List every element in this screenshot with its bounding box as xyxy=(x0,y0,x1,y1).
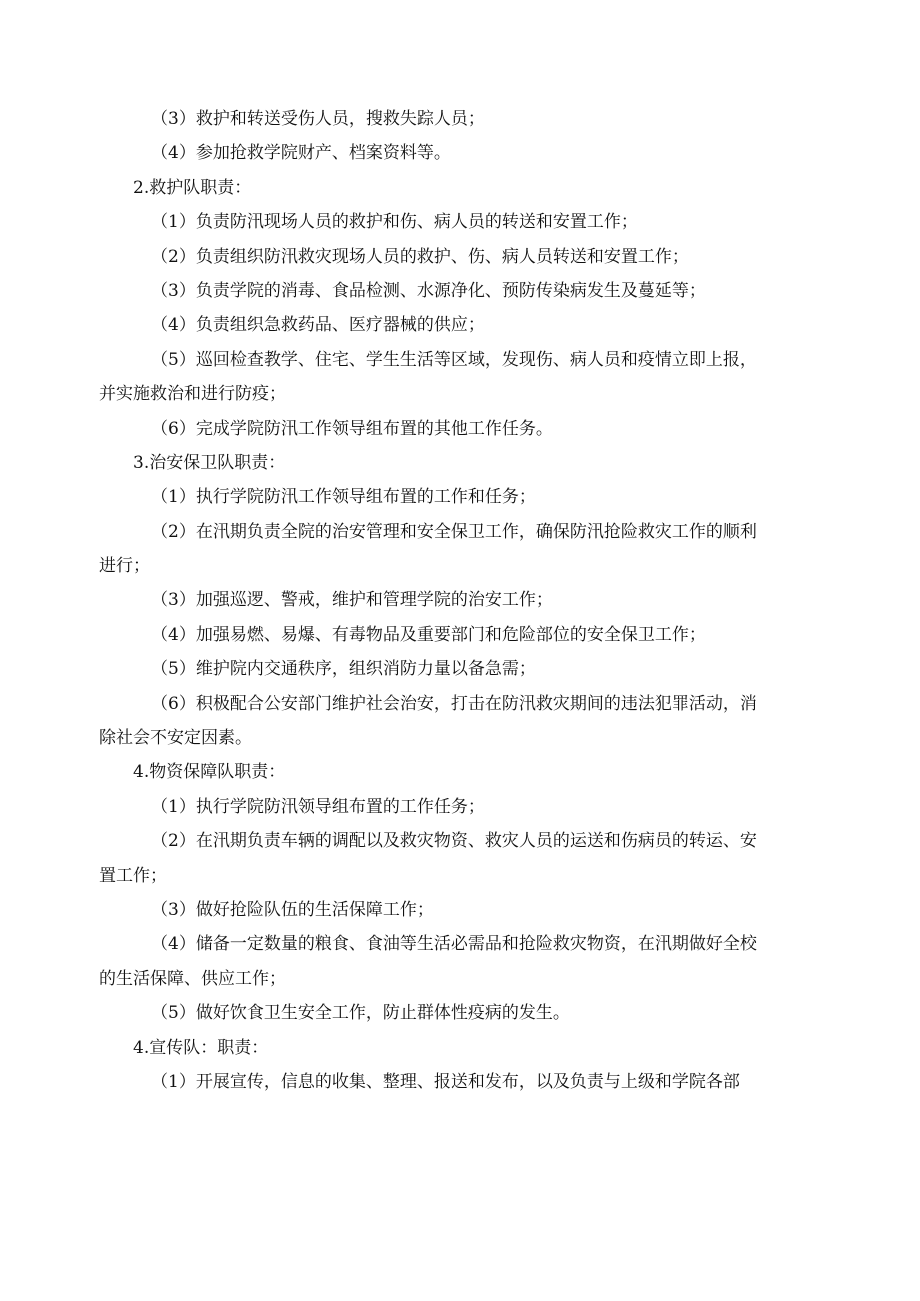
text-line: （1）负责防汛现场人员的救护和伤、病人员的转送和安置工作； xyxy=(151,212,638,233)
text-line: 进行； xyxy=(99,556,150,577)
text-line: （6）完成学院防汛工作领导组布置的其他工作任务。 xyxy=(151,418,553,439)
text-line: （4）参加抢救学院财产、档案资料等。 xyxy=(151,143,451,164)
text-line: （2）负责组织防汛救灾现场人员的救护、伤、病人员转送和安置工作； xyxy=(151,246,689,267)
text-line: （3）做好抢险队伍的生活保障工作； xyxy=(151,899,434,920)
text-line: 4.宣传队：职责： xyxy=(133,1037,269,1058)
text-line: （3）加强巡逻、警戒，维护和管理学院的治安工作； xyxy=(151,590,553,611)
text-line: 的生活保障、供应工作； xyxy=(99,968,286,989)
text-line: 除社会不安定因素。 xyxy=(99,728,252,749)
text-line: （5）做好饮食卫生安全工作，防止群体性疫病的发生。 xyxy=(151,1003,570,1024)
text-line: （5）巡回检查教学、住宅、学生生活等区域，发现伤、病人员和疫情立即上报， xyxy=(151,349,757,370)
text-line: （4）负责组织急救药品、医疗器械的供应； xyxy=(151,315,485,336)
text-line: （2）在汛期负责车辆的调配以及救灾物资、救灾人员的运送和伤病员的转运、安 xyxy=(151,831,757,852)
text-line: （3）负责学院的消毒、食品检测、水源净化、预防传染病发生及蔓延等； xyxy=(151,280,706,301)
text-line: （6）积极配合公安部门维护社会治安，打击在防汛救灾期间的违法犯罪活动，消 xyxy=(151,693,757,714)
text-line: （5）维护院内交通秩序，组织消防力量以备急需； xyxy=(151,659,536,680)
text-line: （2）在汛期负责全院的治安管理和安全保卫工作，确保防汛抢险救灾工作的顺利 xyxy=(151,521,757,542)
text-line: 3.治安保卫队职责： xyxy=(133,452,286,473)
text-line: （1）执行学院防汛领导组布置的工作任务； xyxy=(151,796,485,817)
text-line: 2.救护队职责： xyxy=(133,177,252,198)
text-line: （1）开展宣传，信息的收集、整理、报送和发布，以及负责与上级和学院各部 xyxy=(151,1071,740,1092)
text-line: （3）救护和转送受伤人员，搜救失踪人员； xyxy=(151,109,485,129)
text-line: 4.物资保障队职责： xyxy=(133,762,286,783)
text-line: 置工作； xyxy=(99,865,167,886)
document-body xyxy=(99,102,813,1099)
text-line: 并实施救治和进行防疫； xyxy=(99,384,286,405)
text-line: （4）储备一定数量的粮食、食油等生活必需品和抢险救灾物资，在汛期做好全校 xyxy=(151,934,757,955)
text-line: （4）加强易燃、易爆、有毒物品及重要部门和危险部位的安全保卫工作； xyxy=(151,624,706,645)
text-line: （1）执行学院防汛工作领导组布置的工作和任务； xyxy=(151,487,536,508)
